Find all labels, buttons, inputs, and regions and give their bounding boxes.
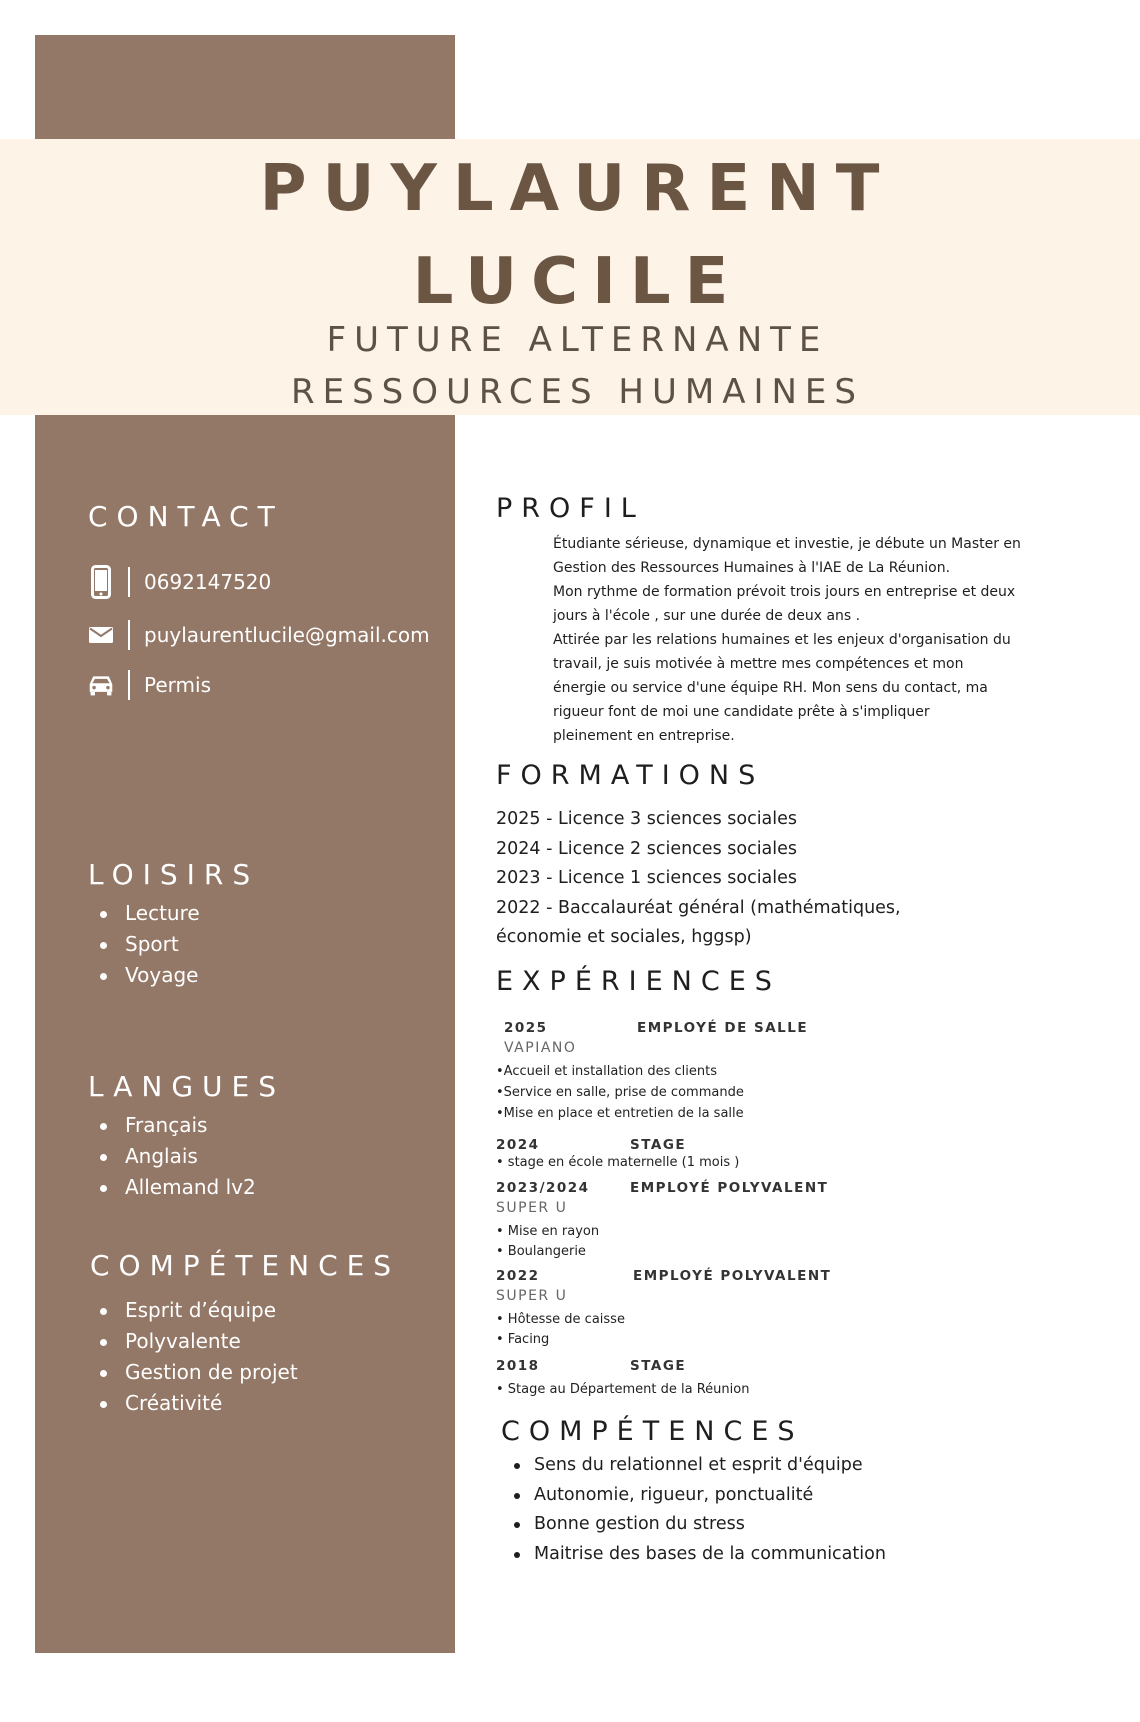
loisirs-title: LOISIRS — [88, 858, 260, 891]
profil-line: jours à l'école , sur une durée de deux ans . — [553, 608, 861, 624]
formation-line: 2022 - Baccalauréat général (mathématiques, — [496, 897, 901, 918]
experience-role: EMPLOYÉ POLYVALENT — [633, 1268, 832, 1284]
profil-line: énergie ou service d'une équipe RH. Mon sens du contact, ma — [553, 680, 988, 696]
contact-title: CONTACT — [88, 500, 284, 533]
profil-line: Attirée par les relations humaines et les enjeux d'organisation du — [553, 632, 1011, 648]
experience-bullet: • stage en école maternelle (1 mois ) — [496, 1155, 740, 1170]
experience-role: EMPLOYÉ POLYVALENT — [630, 1180, 829, 1196]
experience-year: 2023/2024 — [496, 1180, 590, 1196]
experience-bullet: •Mise en place et entretien de la salle — [496, 1106, 744, 1121]
sidebar-panel — [35, 415, 455, 1653]
profil-line: Étudiante sérieuse, dynamique et investie, je débute un Master en — [553, 536, 1021, 552]
experience-year: 2018 — [496, 1358, 540, 1374]
experience-year: 2024 — [496, 1137, 540, 1153]
job-title-line1: FUTURE ALTERNANTE — [326, 320, 829, 360]
experiences-title: EXPÉRIENCES — [496, 966, 781, 997]
experience-company: VAPIANO — [504, 1040, 577, 1056]
experience-role: EMPLOYÉ DE SALLE — [637, 1020, 809, 1036]
list-item: Voyage — [98, 960, 200, 991]
contact-divider — [128, 670, 130, 700]
experience-year: 2022 — [496, 1268, 540, 1284]
loisirs-list — [98, 898, 200, 991]
list-item: Gestion de projet — [98, 1357, 298, 1388]
phone-number: 0692147520 — [144, 570, 272, 594]
profil-text — [553, 532, 1053, 748]
experience-bullet: • Stage au Département de la Réunion — [496, 1382, 750, 1397]
experience-year: 2025 — [504, 1020, 548, 1036]
contact-divider — [128, 620, 130, 650]
profil-line: pleinement en entreprise. — [553, 728, 735, 744]
list-item: Sport — [98, 929, 200, 960]
list-item: Maitrise des bases de la communication — [512, 1540, 886, 1570]
formation-line: économie et sociales, hggsp) — [496, 927, 752, 947]
contact-divider — [128, 567, 130, 597]
langues-list — [98, 1110, 256, 1203]
list-item: Allemand lv2 — [98, 1172, 256, 1203]
profil-line: travail, je suis motivée à mettre mes compétences et mon — [553, 656, 964, 672]
experience-role: STAGE — [630, 1358, 687, 1374]
last-name: PUYLAURENT — [259, 152, 896, 226]
list-item: Polyvalente — [98, 1326, 298, 1357]
experience-role: STAGE — [630, 1137, 687, 1153]
sidebar-top-block — [35, 35, 455, 139]
contact-license-row — [88, 668, 211, 702]
profil-line: Gestion des Ressources Humaines à l'IAE de La Réunion. — [553, 560, 951, 576]
list-item: Autonomie, rigueur, ponctualité — [512, 1481, 886, 1511]
job-title-line2: RESSOURCES HUMAINES — [290, 372, 865, 412]
main-competences-list — [512, 1451, 886, 1569]
list-item: Créativité — [98, 1388, 298, 1419]
list-item: Esprit d’équipe — [98, 1295, 298, 1326]
experience-bullet: • Facing — [496, 1332, 550, 1347]
contact-email-row — [88, 618, 430, 652]
car-icon — [88, 668, 114, 702]
phone-icon — [88, 565, 114, 599]
formations-title: FORMATIONS — [496, 760, 765, 791]
sidebar-competences-list — [98, 1295, 298, 1419]
experience-bullet: •Service en salle, prise de commande — [496, 1085, 744, 1100]
list-item: Français — [98, 1110, 256, 1141]
profil-line: Mon rythme de formation prévoit trois jours en entreprise et deux — [553, 584, 1016, 600]
formation-line: 2025 - Licence 3 sciences sociales — [496, 809, 798, 829]
experience-bullet: •Accueil et installation des clients — [496, 1064, 717, 1079]
formation-line: 2023 - Licence 1 sciences sociales — [496, 868, 798, 888]
main-competences-title: COMPÉTENCES — [501, 1416, 804, 1447]
list-item: Bonne gestion du stress — [512, 1510, 886, 1540]
email-address: puylaurentlucile@gmail.com — [144, 623, 430, 647]
experience-bullet: • Mise en rayon — [496, 1224, 600, 1239]
mail-icon — [88, 618, 114, 652]
experience-company: SUPER U — [496, 1288, 568, 1304]
sidebar-competences-title: COMPÉTENCES — [90, 1249, 401, 1282]
list-item: Lecture — [98, 898, 200, 929]
list-item: Sens du relationnel et esprit d'équipe — [512, 1451, 886, 1481]
driving-license: Permis — [144, 673, 211, 697]
contact-phone-row — [88, 565, 271, 599]
profil-title: PROFIL — [496, 493, 645, 524]
formation-line: 2024 - Licence 2 sciences sociales — [496, 838, 798, 859]
first-name: LUCILE — [412, 245, 743, 319]
experience-bullet: • Hôtesse de caisse — [496, 1312, 625, 1327]
formations-list — [496, 805, 901, 953]
experience-company: SUPER U — [496, 1200, 568, 1216]
langues-title: LANGUES — [88, 1070, 285, 1103]
list-item: Anglais — [98, 1141, 256, 1172]
profil-line: rigueur font de moi une candidate prête à s'impliquer — [553, 704, 930, 720]
experience-bullet: • Boulangerie — [496, 1244, 586, 1259]
